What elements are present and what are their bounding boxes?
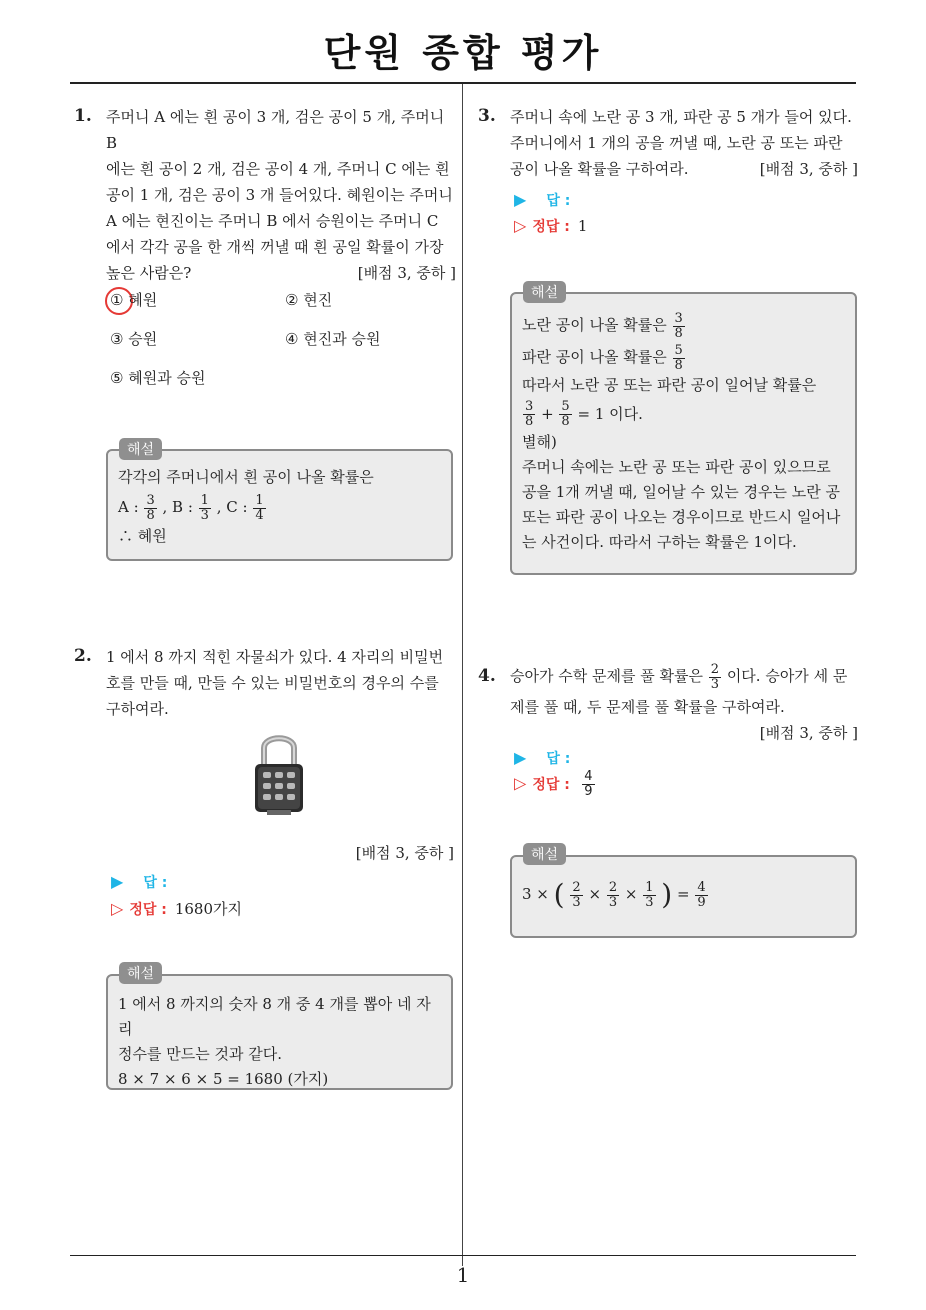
q1-explanation-tag: 해설 <box>119 438 162 460</box>
q1-number: 1. <box>74 106 92 126</box>
q2-expl-line: 정수를 만드는 것과 같다. <box>118 1045 282 1063</box>
fraction: $\frac{2}{3}$ <box>572 879 581 910</box>
q4-explanation-box <box>510 855 857 938</box>
q1-line: 공이 1 개, 검은 공이 3 개 들어있다. 혜원이는 주머니 <box>106 186 453 204</box>
q3-expl-line: 공을 1개 꺼낼 때, 일어날 수 있는 경우는 노란 공 <box>522 482 841 501</box>
fraction: $\frac{2}{3}$ <box>608 879 618 910</box>
play-arrow-icon: ▶ <box>514 190 527 209</box>
correct-value: 1680가지 <box>174 900 242 918</box>
q1-text <box>106 104 456 286</box>
q1-expl-fractions <box>118 490 441 524</box>
q3-expl-yellow: 노란 공이 나올 확률은 $\frac{3}{8}$ <box>522 310 683 341</box>
triangle-outline-icon: ▷ <box>514 216 527 235</box>
q3-score: [배점 3, 중하 ] <box>759 160 858 178</box>
q1-line: 에는 흰 공이 2 개, 검은 공이 4 개, 주머니 C 에는 흰 <box>106 160 450 178</box>
q1-option-1[interactable]: ① 혜원 <box>110 291 158 309</box>
correct-fraction: $\frac{4}{9}$ <box>584 769 593 799</box>
correct-label: 정답 : <box>532 776 570 793</box>
q2-line: 구하여라. <box>106 700 169 718</box>
q4-score: [배점 3, 중하 ] <box>759 724 858 742</box>
fraction: $\frac{3}{8}$ <box>674 310 683 341</box>
q2-number: 2. <box>74 646 92 666</box>
q3-line: 공이 나올 확률을 구하여라. <box>510 160 689 178</box>
q1-option-3[interactable]: ③ 승원 <box>110 330 158 348</box>
q4-correct-row <box>514 770 596 799</box>
correct-label: 정답 : <box>129 902 167 918</box>
fraction: $\frac{1}{3}$ <box>645 879 654 910</box>
label-b: , B : <box>162 498 193 516</box>
q2-answer-row[interactable] <box>111 872 167 892</box>
q2-explanation-tag: 해설 <box>119 962 162 984</box>
q3-expl-line: 는 사건이다. 따라서 구하는 확률은 1이다. <box>522 532 797 551</box>
label-a: A : <box>118 498 139 516</box>
q3-line: 주머니에서 1 개의 공을 꺼낼 때, 노란 공 또는 파란 <box>510 134 843 152</box>
q3-text <box>510 104 858 182</box>
fraction: $\frac{1}{4}$ <box>255 492 264 523</box>
q3-explanation-box <box>510 292 857 575</box>
q2-text <box>106 644 456 722</box>
q2-expl-line: 8 × 7 × 6 × 5 = 1680 (가지) <box>118 1070 329 1088</box>
q4-answer-row[interactable] <box>514 748 570 768</box>
q3-number: 3. <box>478 106 496 126</box>
q2-line: 호를 만들 때, 만들 수 있는 비밀번호의 경우의 수를 <box>106 674 439 692</box>
q1-expl-conclusion: ∴ 혜원 <box>118 527 167 545</box>
padlock-image <box>251 730 307 816</box>
q3-line: 주머니 속에 노란 공 3 개, 파란 공 5 개가 들어 있다. <box>510 108 852 126</box>
fraction: $\frac{1}{3}$ <box>200 492 209 523</box>
q1-explanation-box <box>106 449 453 561</box>
fraction: $\frac{5}{8}$ <box>561 399 570 429</box>
q1-score: [배점 3, 중하 ] <box>357 264 456 282</box>
play-arrow-icon: ▶ <box>111 872 124 891</box>
q1-option-4[interactable]: ④ 현진과 승원 <box>285 330 381 348</box>
q1-line: 주머니 A 에는 흰 공이 3 개, 검은 공이 5 개, 주머니 B <box>106 108 445 152</box>
fraction: $\frac{3}{8}$ <box>525 399 534 429</box>
q1-option-2[interactable]: ② 현진 <box>285 291 333 309</box>
column-divider <box>462 84 463 1266</box>
q1-expl-line: 각각의 주머니에서 흰 공이 나올 확률은 <box>118 468 374 486</box>
answer-label: 답 : <box>546 193 571 209</box>
q3-expl-sum: $\frac{3}{8}$ + $\frac{5}{8}$ = 1 이다. <box>525 399 643 429</box>
label-c: , C : <box>216 498 248 516</box>
q2-expl-line: 1 에서 8 까지의 숫자 8 개 중 4 개를 뽑아 네 자리 <box>118 995 431 1038</box>
fraction: $\frac{3}{8}$ <box>146 492 155 523</box>
q3-expl-line: 따라서 노란 공 또는 파란 공이 일어날 확률은 <box>522 375 817 394</box>
q1-line: A 에는 현진이는 주머니 B 에서 승원이는 주머니 C <box>106 212 439 230</box>
triangle-outline-icon: ▷ <box>111 899 124 918</box>
q3-expl-blue: 파란 공이 나올 확률은 $\frac{5}{8}$ <box>522 342 683 373</box>
right-paren: ) <box>661 878 673 911</box>
q2-correct-row <box>111 898 242 919</box>
q4-explanation-tag: 해설 <box>523 843 566 865</box>
q1-option-5[interactable]: ⑤ 혜원과 승원 <box>110 369 206 387</box>
q4-line: 승아가 수학 문제를 풀 확률은 $\frac{2}{3}$ 이다. 승아가 세 문 <box>510 661 848 692</box>
answer-label: 답 : <box>546 751 571 767</box>
play-arrow-icon: ▶ <box>514 748 527 767</box>
q1-line: 높은 사람은? <box>106 264 192 282</box>
q4-text <box>510 658 858 746</box>
q4-expl-formula: 3 × ( $\frac{2}{3}$ × $\frac{2}{3}$ × $\frac{1}{3}$ ) = $\frac{4}{9}$ <box>522 878 706 911</box>
page-number: 1 <box>456 1263 470 1287</box>
answer-label: 답 : <box>143 875 168 891</box>
q3-correct-row <box>514 216 587 236</box>
fraction: $\frac{5}{8}$ <box>674 342 683 373</box>
q3-expl-alt-heading: 별해) <box>522 432 557 451</box>
top-divider <box>70 82 856 84</box>
q2-line: 1 에서 8 까지 적힌 자물쇠가 있다. 4 자리의 비밀번 <box>106 648 444 666</box>
fraction: $\frac{2}{3}$ <box>710 661 720 692</box>
q2-score: [배점 3, 중하 ] <box>355 844 454 862</box>
page-title: 단원 종합 평가 <box>323 31 603 75</box>
q3-expl-line: 주머니 속에는 노란 공 또는 파란 공이 있으므로 <box>522 457 831 476</box>
q1-line: 에서 각각 공을 한 개씩 꺼낼 때 흰 공일 확률이 가장 <box>106 238 444 256</box>
q3-expl-line: 또는 파란 공이 나오는 경우이므로 반드시 일어나 <box>522 507 841 526</box>
q4-number: 4. <box>478 666 496 686</box>
q4-line: 제를 풀 때, 두 문제를 풀 확률을 구하여라. <box>510 698 785 716</box>
fraction: $\frac{4}{9}$ <box>697 879 706 910</box>
correct-value: 1 <box>577 217 588 235</box>
bottom-divider <box>70 1255 856 1256</box>
q3-answer-row[interactable] <box>514 190 570 210</box>
q3-explanation-tag: 해설 <box>523 281 566 303</box>
correct-label: 정답 : <box>532 219 570 235</box>
left-paren: ( <box>553 878 565 911</box>
q2-explanation-box <box>106 974 453 1090</box>
triangle-outline-icon: ▷ <box>514 773 527 793</box>
